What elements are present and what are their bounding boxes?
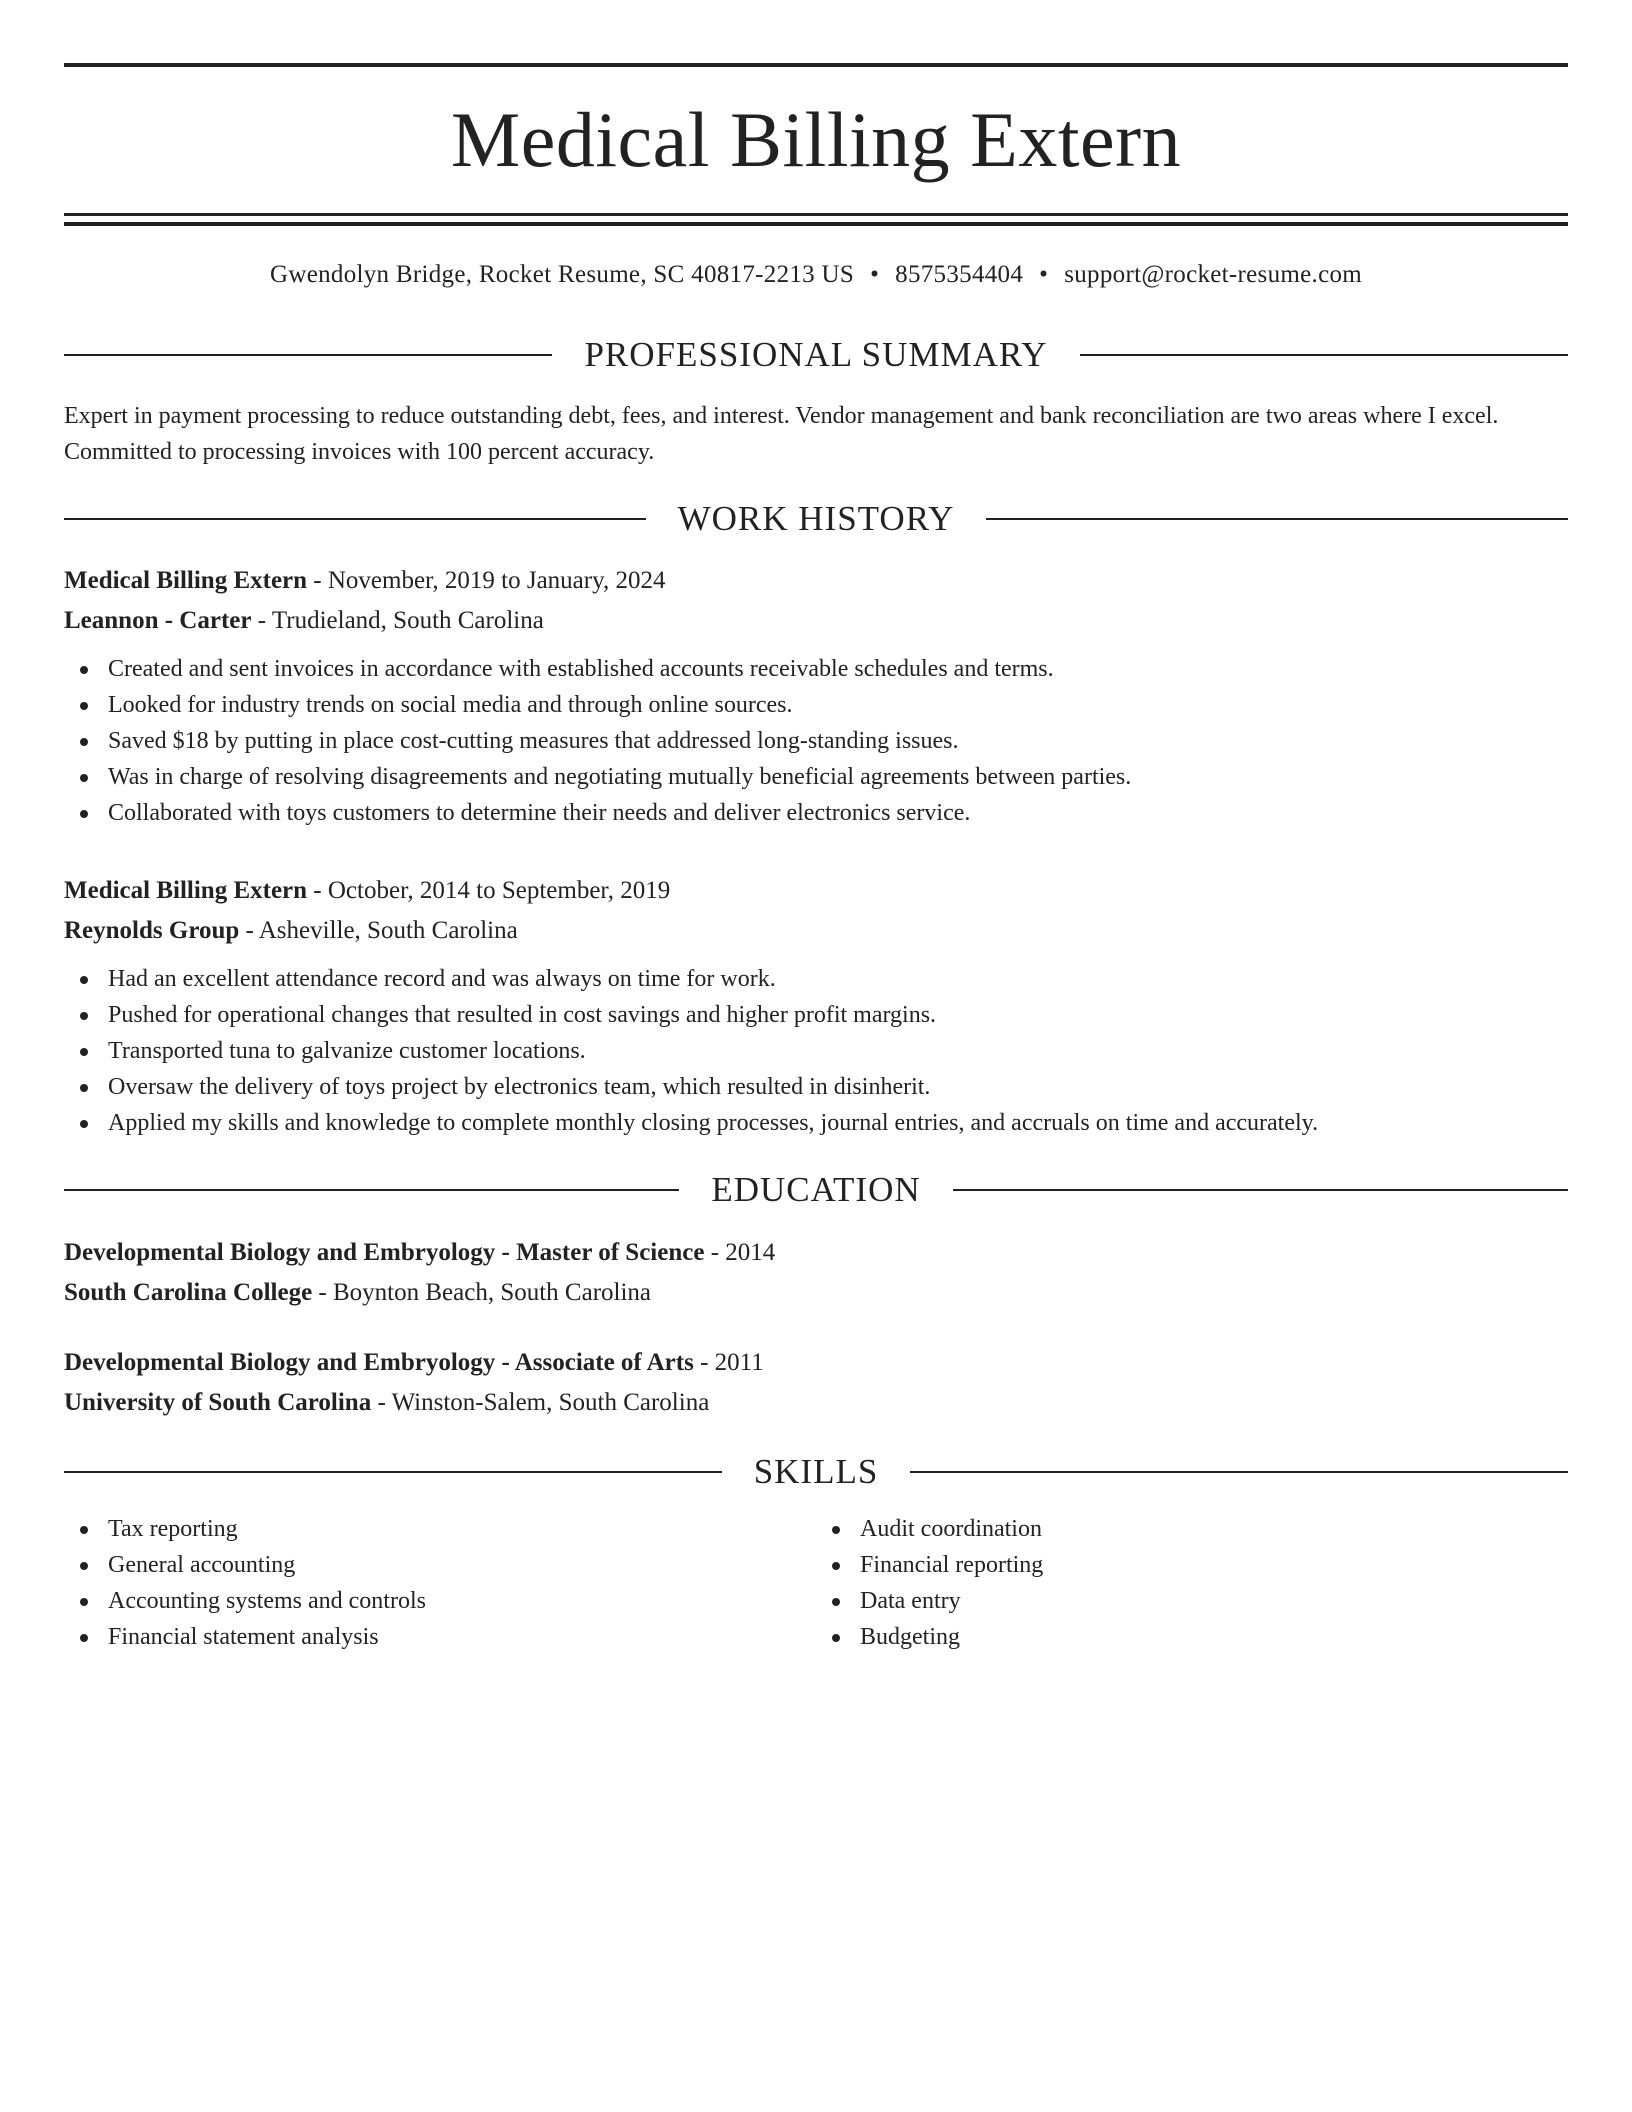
education-location: - Winston-Salem, South Carolina — [371, 1388, 710, 1416]
section-title-skills: SKILLS — [753, 1451, 879, 1491]
job-bullet: Created and sent invoices in accordance with established accounts receivable schedules and terms. — [64, 651, 1568, 687]
job-location: - Asheville, South Carolina — [239, 917, 518, 944]
education-year: - 2014 — [704, 1238, 776, 1266]
job-dates: - November, 2019 to January, 2024 — [307, 567, 666, 594]
education-degree-line — [64, 1343, 1568, 1383]
heading-rule-left — [64, 1471, 722, 1473]
job-company: Reynolds Group — [64, 917, 240, 944]
education-location: - Boynton Beach, South Carolina — [312, 1278, 652, 1306]
education-degree: Developmental Biology and Embryology - Master of Science — [64, 1238, 705, 1266]
contact-phone: 8575354404 — [895, 261, 1024, 288]
contact-line — [64, 260, 1568, 290]
job-company-line — [64, 911, 1568, 951]
job-dates: - October, 2014 to September, 2019 — [307, 877, 671, 904]
heading-rule-right — [986, 518, 1568, 520]
section-heading-education — [64, 1171, 1568, 1210]
job-company-line — [64, 601, 1568, 641]
skill-item: Audit coordination — [816, 1511, 1568, 1547]
contact-separator: • — [1039, 261, 1049, 288]
top-rule — [64, 63, 1568, 67]
job-entry — [64, 561, 1568, 831]
section-heading-skills — [64, 1453, 1568, 1492]
heading-rule-right — [953, 1189, 1568, 1191]
job-bullet: Applied my skills and knowledge to complete monthly closing processes, journal entries, and accruals on time and accurately. — [64, 1105, 1568, 1141]
education-degree: Developmental Biology and Embryology - Associate of Arts — [64, 1348, 694, 1376]
education-school: University of South Carolina — [64, 1388, 372, 1416]
job-bullet: Pushed for operational changes that resulted in cost savings and higher profit margins. — [64, 997, 1568, 1033]
job-company: Leannon - Carter — [64, 607, 252, 634]
section-heading-summary — [64, 336, 1568, 375]
education-entry — [64, 1343, 1568, 1423]
heading-rule-right — [910, 1471, 1568, 1473]
skills-list-right — [816, 1511, 1568, 1655]
job-bullet: Oversaw the delivery of toys project by electronics team, which resulted in disinherit. — [64, 1069, 1568, 1105]
contact-separator: • — [870, 261, 880, 288]
heading-rule-right — [1080, 354, 1568, 356]
heading-rule-left — [64, 1189, 679, 1191]
job-bullet: Collaborated with toys customers to determine their needs and deliver electronics service. — [64, 795, 1568, 831]
job-entry — [64, 871, 1568, 1141]
job-title-line — [64, 561, 1568, 601]
title-double-rule — [64, 213, 1568, 226]
job-title: Medical Billing Extern — [64, 567, 308, 594]
education-school-line — [64, 1383, 1568, 1423]
education-entry — [64, 1233, 1568, 1313]
education-school-line — [64, 1273, 1568, 1313]
skill-item: Tax reporting — [64, 1511, 816, 1547]
job-bullet-list — [64, 651, 1568, 831]
job-bullet-list — [64, 961, 1568, 1141]
job-bullet: Was in charge of resolving disagreements and negotiating mutually beneficial agreements between parties. — [64, 759, 1568, 795]
section-heading-work-history — [64, 500, 1568, 539]
job-title: Medical Billing Extern — [64, 877, 308, 904]
job-title-line — [64, 871, 1568, 911]
education-school: South Carolina College — [64, 1278, 313, 1306]
skill-item: Financial reporting — [816, 1547, 1568, 1583]
skill-item: Financial statement analysis — [64, 1619, 816, 1655]
education-degree-line — [64, 1233, 1568, 1273]
section-title-summary: PROFESSIONAL SUMMARY — [584, 335, 1048, 374]
heading-rule-left — [64, 518, 646, 520]
job-bullet: Saved $18 by putting in place cost-cutting measures that addressed long-standing issues. — [64, 723, 1568, 759]
heading-rule-left — [64, 354, 552, 356]
summary-text: Expert in payment processing to reduce outstanding debt, fees, and interest. Vendor management and bank reconciliation are two areas where I excel. Committed to processing invoices with 100 percent accuracy. — [64, 402, 1499, 465]
section-title-education: EDUCATION — [711, 1170, 921, 1209]
job-location: - Trudieland, South Carolina — [251, 607, 544, 634]
job-bullet: Had an excellent attendance record and was always on time for work. — [64, 961, 1568, 997]
contact-email: support@rocket-resume.com — [1064, 261, 1363, 288]
education-year: - 2011 — [693, 1348, 764, 1376]
skills-grid — [64, 1511, 1568, 1655]
skill-item: Budgeting — [816, 1619, 1568, 1655]
skills-list-left — [64, 1511, 816, 1655]
section-title-work-history: WORK HISTORY — [677, 498, 955, 538]
resume-title: Medical Billing Extern — [450, 96, 1182, 183]
job-bullet: Transported tuna to galvanize customer locations. — [64, 1033, 1568, 1069]
skill-item: General accounting — [64, 1547, 816, 1583]
skill-item: Accounting systems and controls — [64, 1583, 816, 1619]
skill-item: Data entry — [816, 1583, 1568, 1619]
contact-address: Gwendolyn Bridge, Rocket Resume, SC 40817-2213 US — [269, 261, 855, 288]
job-bullet: Looked for industry trends on social media and through online sources. — [64, 687, 1568, 723]
